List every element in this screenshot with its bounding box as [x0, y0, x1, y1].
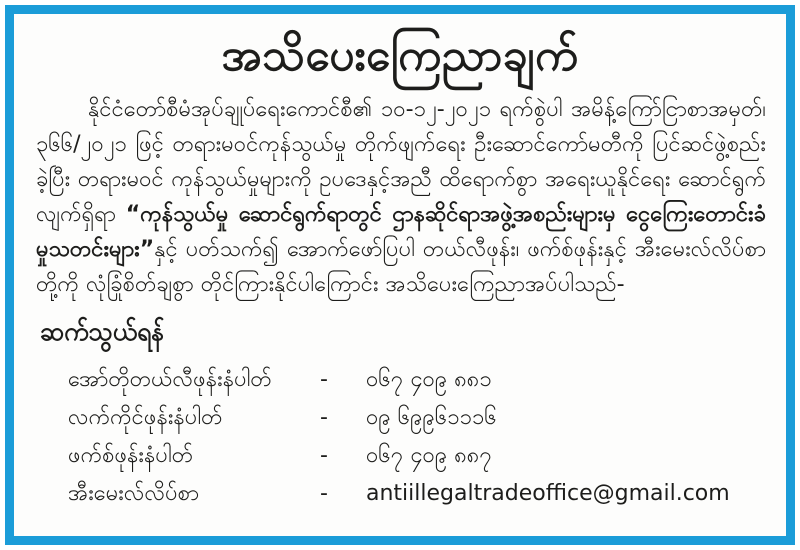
email-value: antiillegaltradeoffice@gmail.com — [366, 481, 730, 506]
separator-dash: - — [320, 443, 328, 468]
email-label: အီးမေးလ်လိပ်စာ — [68, 481, 200, 506]
contact-row-auto-phone — [26, 361, 774, 399]
separator-dash: - — [320, 367, 328, 392]
paragraph-text-normal-2: နှင့် ပတ်သက်၍ အောက်ဖော်ပြပါ တယ်လီဖုန်း၊ ဖက်စ်ဖုန်းနှင့် အီးမေးလ်လိပ်စာတို့ကို လုံခြုံစိတ်ချစွာ တိုင်ကြားနိုင်ပါကြောင်း အသိပေးကြေညာအပ်ပါသည်- — [36, 237, 766, 297]
mobile-phone-value: ၀၉ ၆၉၉၆၁၁၁၆ — [366, 405, 497, 430]
contact-row-mobile-phone — [26, 399, 774, 437]
contact-row-email — [26, 475, 774, 513]
fax-value: ၀၆၇ ၄၀၉ ၈၈၇ — [366, 443, 492, 468]
contact-section-heading: ဆက်သွယ်ရန် — [40, 317, 165, 346]
separator-dash: - — [320, 405, 328, 430]
notice-body-paragraph — [36, 92, 766, 302]
auto-phone-value: ၀၆၇ ၄၀၉ ၈၈၁ — [366, 367, 492, 392]
mobile-phone-label: လက်ကိုင်ဖုန်းနံပါတ် — [68, 405, 223, 430]
contact-list — [26, 361, 774, 513]
separator-dash: - — [320, 481, 328, 506]
paragraph-text-normal-1: နိုင်ငံတော်စီမံအုပ်ချုပ်ရေးကောင်စီ၏ ၁၀-၁၂-၂၀၂၁ ရက်စွဲပါ အမိန့်ကြော်ငြာစာအမှတ်၊ ၃၆၆/၂၀၂၁ ဖြင့် တရားမဝင်ကုန်သွယ်မှု တိုက်ဖျက်ရေး ဦးဆောင်ကော်မတီကို ပြင်ဆင်ဖွဲ့စည်းခဲ့ပြီး တရားမဝင် ကုန်သွယ်မှုများကို ဥပဒေနှင့်အညီ ထိရောက်စွာ အရေးယူနိုင်ရေး ဆောင်ရွက်လျက်ရှိရာ — [36, 97, 766, 227]
contact-row-fax — [26, 437, 774, 475]
notice-frame — [5, 5, 795, 545]
auto-phone-label: အော်တိုတယ်လီဖုန်းနံပါတ် — [68, 367, 272, 392]
paragraph-text-bold-quoted: “ကုန်သွယ်မှု ဆောင်ရွက်ရာတွင် ဌာနဆိုင်ရာအဖွဲ့အစည်းများမှ ငွေကြေးတောင်းခံမှုသတင်းများ” — [36, 202, 766, 262]
notice-title: အသိပေးကြေညာချက် — [221, 30, 579, 81]
fax-label: ဖက်စ်ဖုန်းနံပါတ် — [68, 443, 194, 468]
